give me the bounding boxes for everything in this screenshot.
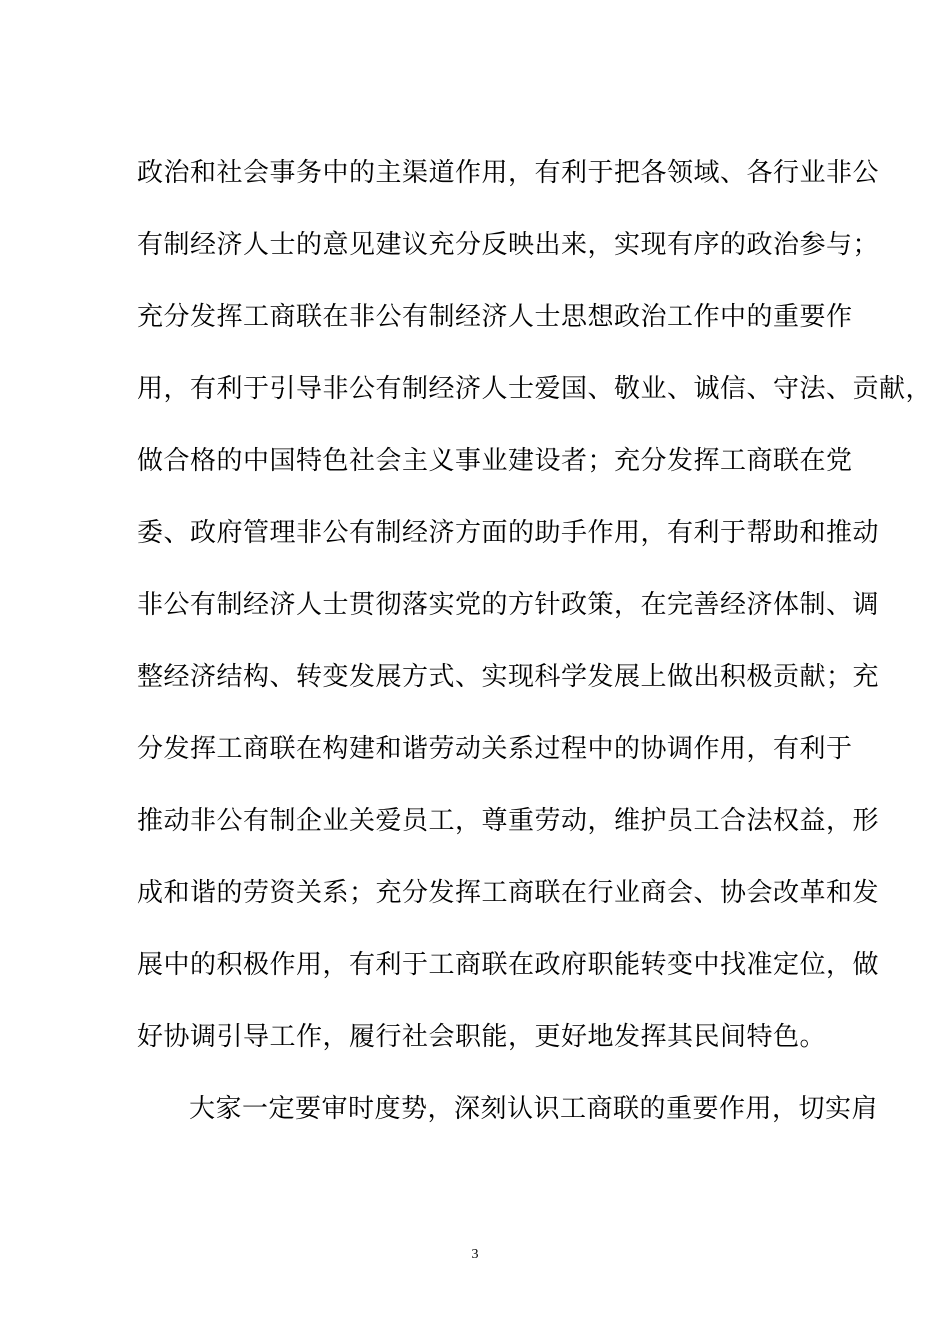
paragraph-line: 政治和社会事务中的主渠道作用，有利于把各领域、各行业非公 (137, 158, 880, 188)
paragraph-line: 非公有制经济人士贯彻落实党的方针政策，在完善经济体制、调 (137, 590, 880, 620)
paragraph-line: 成和谐的劳资关系；充分发挥工商联在行业商会、协会改革和发 (137, 878, 880, 908)
paragraph-line: 整经济结构、转变发展方式、实现科学发展上做出积极贡献；充 (137, 662, 880, 692)
paragraph-line: 展中的积极作用，有利于工商联在政府职能转变中找准定位，做 (137, 950, 880, 980)
paragraph-line: 分发挥工商联在构建和谐劳动关系过程中的协调作用，有利于 (137, 734, 853, 764)
paragraph-line: 推动非公有制企业关爱员工，尊重劳动，维护员工合法权益，形 (137, 806, 880, 836)
paragraph-line: 做合格的中国特色社会主义事业建设者；充分发挥工商联在党 (137, 446, 853, 476)
paragraph-line: 有制经济人士的意见建议充分反映出来，实现有序的政治参与； (137, 230, 880, 260)
paragraph-first-line: 大家一定要审时度势，深刻认识工商联的重要作用，切实肩 (189, 1094, 879, 1124)
paragraph-line: 委、政府管理非公有制经济方面的助手作用，有利于帮助和推动 (137, 518, 880, 548)
paragraph-line: 好协调引导工作，履行社会职能，更好地发挥其民间特色。 (137, 1022, 827, 1052)
paragraph-line: 用，有利于引导非公有制经济人士爱国、敬业、诚信、守法、贡献， (137, 374, 933, 404)
paragraph-line: 充分发挥工商联在非公有制经济人士思想政治工作中的重要作 (137, 302, 853, 332)
page-number: 3 (471, 1247, 479, 1262)
